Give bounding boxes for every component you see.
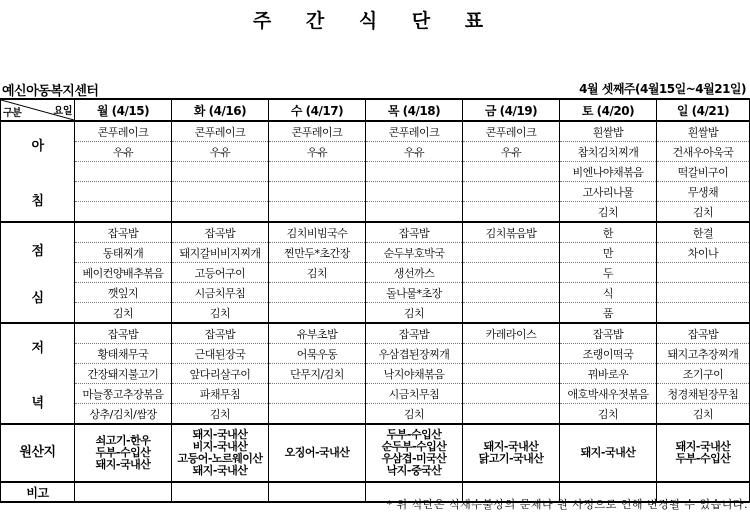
menu-cell: 흰쌀밥 xyxy=(657,121,750,142)
meal-label-char: 아 xyxy=(31,138,44,154)
dinner-row xyxy=(1,323,750,344)
menu-cell: 근대된장국 xyxy=(172,344,269,364)
menu-cell xyxy=(463,364,560,384)
menu-cell: 김치비빔국수 xyxy=(269,222,366,243)
corner-label-category: 구분 xyxy=(3,108,22,119)
day-header: 토 (4/20) xyxy=(560,99,657,121)
menu-cell: 동태찌개 xyxy=(75,243,172,263)
origin-line: 돼지-국내산 xyxy=(95,458,151,471)
menu-cell xyxy=(269,303,366,324)
menu-cell: 고등어구이 xyxy=(172,263,269,283)
origin-cell xyxy=(463,424,560,482)
menu-cell: 우삼겹된장찌개 xyxy=(366,344,463,364)
origin-cell xyxy=(560,424,657,482)
menu-cell: 돌나물*초장 xyxy=(366,283,463,303)
origin-line: 돼지-국내산 xyxy=(675,440,731,453)
menu-cell: 유부초밥 xyxy=(269,323,366,344)
origin-label: 원산지 xyxy=(1,424,75,482)
menu-cell xyxy=(463,404,560,425)
breakfast-row xyxy=(1,121,750,142)
menu-cell: 김치 xyxy=(560,202,657,223)
origin-line: 돼지-국내산 xyxy=(483,440,539,453)
menu-body xyxy=(1,99,750,502)
origin-line: 낙지-중국산 xyxy=(386,464,442,477)
origin-line: 두부-수입산 xyxy=(386,428,442,441)
meal-label-char: 녁 xyxy=(31,395,44,411)
menu-cell xyxy=(463,243,560,263)
menu-cell: 콘푸레이크 xyxy=(463,121,560,142)
menu-cell: 잡곡밥 xyxy=(172,222,269,243)
menu-cell: 시금치무침 xyxy=(172,283,269,303)
menu-cell xyxy=(463,202,560,223)
day-header: 금 (4/19) xyxy=(463,99,560,121)
menu-cell xyxy=(463,162,560,182)
note-cell xyxy=(172,482,269,502)
dinner-label xyxy=(1,323,75,424)
day-header: 목 (4/18) xyxy=(366,99,463,121)
menu-cell: 돼지갈비비지찌개 xyxy=(172,243,269,263)
menu-cell: 김치 xyxy=(172,404,269,425)
origin-line: 돼지-국내산 xyxy=(192,464,248,477)
menu-cell xyxy=(463,303,560,324)
menu-cell: 낙지야채볶음 xyxy=(366,364,463,384)
menu-cell xyxy=(463,384,560,404)
meal-label-char: 침 xyxy=(31,193,44,209)
menu-cell: 꿔바로우 xyxy=(560,364,657,384)
origin-line: 쇠고기-한우 xyxy=(95,434,151,447)
menu-cell: 두 xyxy=(560,263,657,283)
menu-cell: 콘푸레이크 xyxy=(75,121,172,142)
origin-line: 돼지-국내산 xyxy=(192,428,248,441)
origin-cell xyxy=(75,424,172,482)
menu-cell: 단무지/김치 xyxy=(269,364,366,384)
menu-cell: 마늘쫑고추장볶음 xyxy=(75,384,172,404)
lunch-row xyxy=(1,222,750,243)
menu-cell xyxy=(172,162,269,182)
dinner-row xyxy=(1,344,750,364)
menu-cell xyxy=(172,182,269,202)
menu-cell: 우유 xyxy=(463,142,560,162)
menu-cell: 만 xyxy=(560,243,657,263)
menu-cell: 품 xyxy=(560,303,657,324)
menu-cell: 고사리나물 xyxy=(560,182,657,202)
menu-cell: 앞다리살구이 xyxy=(172,364,269,384)
menu-cell xyxy=(75,162,172,182)
menu-cell: 차이나 xyxy=(657,243,750,263)
breakfast-row xyxy=(1,182,750,202)
day-header: 일 (4/21) xyxy=(657,99,750,121)
menu-cell: 김치 xyxy=(657,202,750,223)
menu-cell: 잡곡밥 xyxy=(560,323,657,344)
day-header: 수 (4/17) xyxy=(269,99,366,121)
menu-cell: 김치 xyxy=(560,404,657,425)
origin-cell xyxy=(269,424,366,482)
week-label: 4월 셋째주(4월15일~4월21일) xyxy=(579,82,746,96)
menu-cell xyxy=(366,202,463,223)
menu-cell xyxy=(269,162,366,182)
note-cell xyxy=(75,482,172,502)
menu-cell: 깻잎지 xyxy=(75,283,172,303)
menu-cell: 김치 xyxy=(366,303,463,324)
menu-cell xyxy=(463,283,560,303)
lunch-row xyxy=(1,303,750,324)
menu-cell: 잡곡밥 xyxy=(366,323,463,344)
menu-cell: 흰쌀밥 xyxy=(560,121,657,142)
header-row xyxy=(1,99,750,121)
menu-cell: 찐만두*초간장 xyxy=(269,243,366,263)
origin-row xyxy=(1,424,750,482)
menu-cell xyxy=(463,344,560,364)
menu-cell: 청경채된장무침 xyxy=(657,384,750,404)
menu-cell: 잡곡밥 xyxy=(75,222,172,243)
menu-cell: 시금치무침 xyxy=(366,384,463,404)
menu-cell: 김치볶음밥 xyxy=(463,222,560,243)
menu-cell xyxy=(463,263,560,283)
lunch-label xyxy=(1,222,75,323)
origin-cell xyxy=(366,424,463,482)
menu-cell: 건새우아욱국 xyxy=(657,142,750,162)
dinner-row xyxy=(1,364,750,384)
breakfast-row xyxy=(1,162,750,182)
menu-cell xyxy=(75,182,172,202)
menu-cell xyxy=(657,263,750,283)
lunch-row xyxy=(1,283,750,303)
origin-line: 닭고기-국내산 xyxy=(478,452,544,465)
menu-cell: 한결 xyxy=(657,222,750,243)
meal-label-char: 점 xyxy=(31,243,44,259)
breakfast-row xyxy=(1,142,750,162)
menu-cell: 잡곡밥 xyxy=(172,323,269,344)
breakfast-row xyxy=(1,202,750,223)
page-title: 주 간 식 단 표 xyxy=(252,10,498,32)
menu-cell: 카레라이스 xyxy=(463,323,560,344)
menu-cell xyxy=(269,202,366,223)
menu-cell: 떡갈비구이 xyxy=(657,162,750,182)
menu-cell: 우유 xyxy=(269,142,366,162)
menu-cell xyxy=(657,303,750,324)
day-header: 화 (4/16) xyxy=(172,99,269,121)
note-cell xyxy=(269,482,366,502)
menu-cell: 김치 xyxy=(657,404,750,425)
menu-cell: 황태채무국 xyxy=(75,344,172,364)
origin-line: 돼지-국내산 xyxy=(580,446,636,459)
breakfast-label xyxy=(1,121,75,222)
menu-cell: 베이컨양배추볶음 xyxy=(75,263,172,283)
menu-cell: 김치 xyxy=(366,404,463,425)
menu-cell: 돼지고추장찌개 xyxy=(657,344,750,364)
menu-cell: 비엔나야채볶음 xyxy=(560,162,657,182)
menu-cell xyxy=(269,404,366,425)
origin-line: 순두부-수입산 xyxy=(381,440,447,453)
origin-line: 두부-수입산 xyxy=(675,452,731,465)
menu-cell: 김치 xyxy=(172,303,269,324)
menu-cell: 파채무침 xyxy=(172,384,269,404)
menu-cell xyxy=(269,283,366,303)
menu-cell: 김치 xyxy=(269,263,366,283)
menu-cell xyxy=(366,182,463,202)
center-name: 예신아동복지센터 xyxy=(2,84,99,99)
footnote: * 위 식단은 식재수불상의 문제나 원 사정으로 인해 변경될 수 있습니다. xyxy=(386,498,748,511)
lunch-row xyxy=(1,243,750,263)
menu-cell xyxy=(269,384,366,404)
menu-cell xyxy=(463,182,560,202)
menu-cell: 생선까스 xyxy=(366,263,463,283)
day-header: 월 (4/15) xyxy=(75,99,172,121)
corner-cell xyxy=(1,99,75,121)
menu-cell: 우유 xyxy=(172,142,269,162)
menu-cell: 조기구이 xyxy=(657,364,750,384)
menu-cell xyxy=(75,202,172,223)
menu-cell: 조랭이떡국 xyxy=(560,344,657,364)
menu-cell: 콘푸레이크 xyxy=(366,121,463,142)
origin-cell xyxy=(657,424,750,482)
menu-cell: 콘푸레이크 xyxy=(172,121,269,142)
menu-cell: 김치 xyxy=(75,303,172,324)
menu-cell: 식 xyxy=(560,283,657,303)
origin-line: 오징어-국내산 xyxy=(284,446,350,459)
meal-label-char: 심 xyxy=(31,290,44,306)
menu-cell xyxy=(657,283,750,303)
menu-cell: 우유 xyxy=(366,142,463,162)
menu-cell: 순두부호박국 xyxy=(366,243,463,263)
menu-cell xyxy=(269,182,366,202)
menu-cell: 잡곡밥 xyxy=(657,323,750,344)
origin-line: 두부-수입산 xyxy=(95,446,151,459)
origin-cell xyxy=(172,424,269,482)
lunch-row xyxy=(1,263,750,283)
origin-line: 고등어-노르웨이산 xyxy=(177,452,263,465)
menu-cell: 우유 xyxy=(75,142,172,162)
origin-line: 비지-국내산 xyxy=(192,440,248,453)
menu-cell: 참치김치찌개 xyxy=(560,142,657,162)
dinner-row xyxy=(1,384,750,404)
dinner-row xyxy=(1,404,750,425)
menu-cell: 간장돼지불고기 xyxy=(75,364,172,384)
menu-cell: 잡곡밥 xyxy=(75,323,172,344)
menu-cell xyxy=(172,202,269,223)
menu-cell: 잡곡밥 xyxy=(366,222,463,243)
menu-cell: 어묵우동 xyxy=(269,344,366,364)
menu-cell: 콘푸레이크 xyxy=(269,121,366,142)
origin-line: 우삼겹-미국산 xyxy=(381,452,447,465)
menu-cell: 한 xyxy=(560,222,657,243)
menu-cell: 상추/김치/쌈장 xyxy=(75,404,172,425)
weekly-menu-table xyxy=(0,98,750,503)
menu-cell: 애호박새우젓볶음 xyxy=(560,384,657,404)
corner-label-day: 요일 xyxy=(53,106,72,117)
menu-cell xyxy=(366,162,463,182)
menu-cell: 무생채 xyxy=(657,182,750,202)
note-label: 비고 xyxy=(1,482,75,502)
meal-label-char: 저 xyxy=(31,340,44,356)
